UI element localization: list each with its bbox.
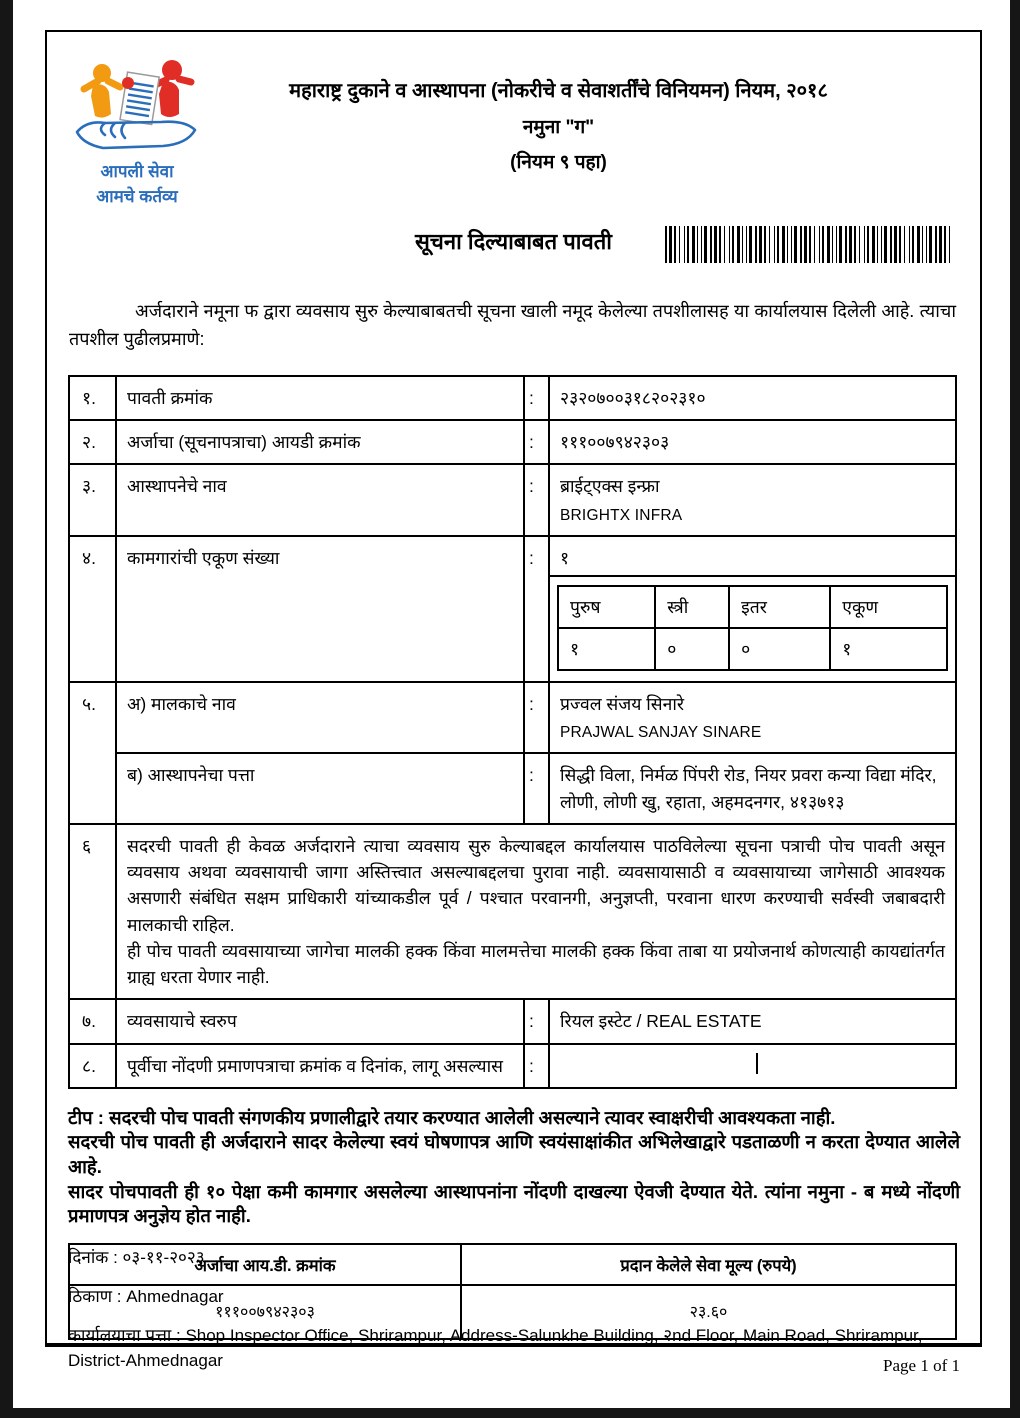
row2-value: १११००७९४२३०३ [549,420,956,464]
row-business-nature [69,999,956,1043]
owner-name-marathi: प्रज्वल संजय सिनारे [560,693,685,714]
establishment-name-marathi: ब्राईट्एक्स इन्फ्रा [560,476,660,497]
date-separator: : [113,1247,123,1267]
row6-text [116,824,956,1000]
receipt-heading: सूचना दिल्याबाबत पावती [415,229,612,254]
logo-graphic-hands-people-icon [71,58,203,160]
logo-caption-line1: आपली सेवा [100,162,174,181]
total-workers-value: १ [560,547,570,568]
row4-sn: ४. [69,536,116,682]
row2-label: अर्जाचा (सूचनापत्राचा) आयडी क्रमांक [116,420,524,464]
workers-value-total: १ [830,628,947,670]
row5a-value [549,682,956,754]
row4-colon: : [524,536,549,682]
office-address-label: कार्यालयाचा पत्ता [68,1325,172,1345]
row5-sn: ५. [69,682,116,824]
row8-label: पूर्वीचा नोंदणी प्रमाणपत्राचा क्रमांक व दिनांक, लागू असल्यास [116,1044,524,1088]
workers-header-total: एकूण [830,586,947,628]
workers-value-male: १ [558,628,655,670]
row4-label: कामगारांची एकूण संख्या [116,536,524,682]
intro-paragraph: अर्जदाराने नमूना फ द्वारा व्यवसाय सुरु केल्याबाबतची सूचना खाली नमूद केलेल्या तपशीलासह या कार्यालयास दिलेली आहे. त्याचा तपशील पुढीलप्रमाणे: [69,301,956,349]
row5a-label: अ) मालकाचे नाव [116,682,524,754]
row3-value [549,464,956,536]
workers-header-male: पुरुष [558,586,655,628]
row-establishment-name [69,464,956,536]
fee-header-service-fee: प्रदान केलेले सेवा मूल्य (रुपये) [461,1244,956,1285]
document-header [47,32,980,204]
office-address-value: Shop Inspector Office, Shrirampur, Address-Salunkhe Building, २nd Floor, Main Road, Shrirampur, District-Ahmednagar [68,1325,923,1371]
document-title: महाराष्ट्र दुकाने व आस्थापना (नोकरीचे व सेवाशर्तींचे विनियमन) नियम, २०१८ [289,80,828,102]
row3-sn: ३. [69,464,116,536]
workers-value-other: ० [729,628,830,670]
receipt-heading-row [47,226,980,268]
workers-header-female: स्त्री [655,586,729,628]
note-line3: सादर पोचपावती ही १० पेक्षा कमी कामगार असलेल्या आस्थापनांना नोंदणी दाखल्या ऐवजी देण्यात येते. त्यांना नमुना - ब मध्ये नोंदणी प्रमाणपत्र अनुज्ञेय होत नाही. [68,1180,960,1227]
workers-header-row [558,586,947,628]
row-previous-registration [69,1044,956,1088]
row-application-id [69,420,956,464]
workers-value-row [558,628,947,670]
note-section [68,1106,960,1229]
row5b-value: सिद्धी विला, निर्मळ पिंपरी रोड, नियर प्रवरा कन्या विद्या मंदिर, लोणी, लोणी खु, रहाता, अहमदनगर, ४१३७१३ [549,753,956,824]
row-total-workers [69,536,956,682]
row7-sn: ७. [69,999,116,1043]
row5b-colon: : [524,753,549,824]
fee-header-application-id: अर्जाचा आय.डी. क्रमांक [69,1244,461,1285]
row7-label: व्यवसायाचे स्वरुप [116,999,524,1043]
row3-label: आस्थापनेचे नाव [116,464,524,536]
cursor-artifact [756,1053,758,1074]
place-separator: : [116,1286,127,1306]
place-label: ठिकाण [68,1286,113,1306]
row1-value: २३२०७००३१८२०२३१० [549,376,956,420]
row-owner-name [69,682,956,754]
page-indicator: Page 1 of 1 [883,1356,960,1375]
note-line2: सदरची पोच पावती ही अर्जदाराने सादर केलेल्या स्वयं घोषणापत्र आणि स्वयंसाक्षांकीत अभिलेखाद्वारे पडताळणी न करता देण्यात आलेले आहे. [68,1131,960,1177]
workers-header-other: इतर [729,586,830,628]
row5b-label: ब) आस्थापनेचा पत्ता [116,753,524,824]
document-page [13,0,1010,1408]
note-line1: टीप : सदरची पोच पावती संगणकीय प्रणालीद्वारे तयार करण्यात आलेली असल्याने त्यावर स्वाक्षरीची आवश्यकता नाही. [68,1106,836,1128]
row2-colon: : [524,420,549,464]
row4-value [549,536,956,682]
row1-label: पावती क्रमांक [116,376,524,420]
establishment-name-english: BRIGHTX INFRA [560,506,683,524]
row1-sn: १. [69,376,116,420]
date-value: ०३-११-२०२३ [122,1247,205,1267]
disclaimer-para1: सदरची पावती ही केवळ अर्जदाराने त्याचा व्यवसाय सुरु केल्याबद्दल कार्यालयास पाठविलेल्या सूचना पत्राची पोच पावती असून व्यवसाय अथवा व्यवसायाची जागा अस्तित्त्वात असल्याबद्दलचा पुरावा नाही. व्यवसायासाठी व व्यवसायाच्या जागेसाठी आवश्यक असणारी संबंधित सक्षम प्राधिकारी यांच्याकडील पूर्व / पश्चात परवानगी, अनुज्ञप्ती, परवाना धारण करण्याची सर्वस्वी जबाबदारी मालकाची राहिल. [127,835,945,935]
details-table [68,375,957,1089]
logo-caption-line2: आमचे कर्तव्य [96,186,178,206]
row-disclaimer [69,824,956,1000]
fee-table-value-row [69,1285,956,1339]
row-receipt-number [69,376,956,420]
fee-value-application-id: १११००७९४२३०३ [69,1285,461,1339]
workers-subtable [557,585,948,672]
row2-sn: २. [69,420,116,464]
rule-reference: (नियम ९ पहा) [510,152,607,173]
fee-table-header-row [69,1244,956,1285]
row3-colon: : [524,464,549,536]
row8-value [549,1044,956,1088]
row7-value: रियल इस्टेट / REAL ESTATE [549,999,956,1043]
workers-subtable-wrap [550,575,955,681]
row-establishment-address [69,753,956,824]
row5a-colon: : [524,682,549,754]
barcode [665,226,955,263]
fee-value-service-fee: २३.६० [461,1285,956,1339]
form-name: नमुना "ग" [522,117,595,138]
workers-value-female: ० [655,628,729,670]
place-value: Ahmednagar [126,1286,224,1306]
row8-colon: : [524,1044,549,1088]
owner-name-english: PRAJWAL SANJAY SINARE [560,724,762,742]
row7-colon: : [524,999,549,1043]
row1-colon: : [524,376,549,420]
office-address-separator: : [175,1325,186,1345]
aaple-sarkar-logo [63,58,211,209]
fee-table [68,1243,957,1340]
row6-sn: ६ [69,824,116,1000]
disclaimer-para2: ही पोच पावती व्यवसायाच्या जागेचा मालकी हक्क किंवा मालमत्तेचा मालकी हक्क किंवा ताबा या प्रयोजनार्थ कोणत्याही कायद्यांतर्गत ग्राह्य धरता येणार नाही. [127,940,945,988]
row8-sn: ८. [69,1044,116,1088]
date-label: दिनांक [68,1247,109,1267]
